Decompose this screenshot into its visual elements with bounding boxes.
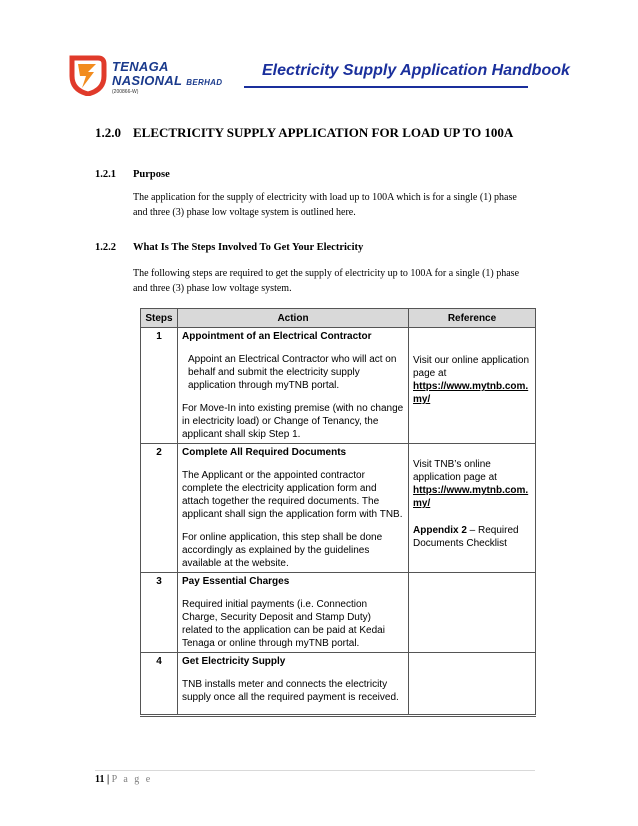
tnb-logo	[68, 54, 268, 100]
steps-table	[140, 308, 536, 717]
col-header-steps: Steps	[141, 309, 178, 328]
table-row	[141, 573, 536, 653]
logo-text-tenaga: TENAGA	[112, 59, 169, 74]
step-action	[178, 573, 409, 653]
purpose-heading	[95, 169, 170, 180]
step-title: Get Electricity Supply	[182, 656, 286, 667]
handbook-title: Electricity Supply Application Handbook	[262, 62, 570, 79]
section-title: ELECTRICITY SUPPLY APPLICATION FOR LOAD UP TO 100A	[133, 125, 514, 140]
steps-heading	[95, 242, 364, 253]
page-separator: |	[104, 774, 112, 785]
appendix-label: Appendix 2	[413, 525, 467, 536]
table-header-row	[141, 309, 536, 328]
tnb-logo-icon	[68, 54, 108, 96]
step-text: Appoint an Electrical Contractor who will act on behalf and submit the electricity supply application through myTNB portal.	[188, 354, 397, 391]
step-title: Complete All Required Documents	[182, 447, 347, 458]
step-number: 4	[141, 653, 178, 716]
logo-registration: (200866-W)	[112, 89, 139, 95]
step-text: The Applicant or the appointed contractor complete the electricity application form and attach together the required documents. The applicant shall sign the application form with TNB.	[182, 470, 403, 520]
step-note: For Move-In into existing premise (with no change in electricity load) or Change of Tenancy, the applicant shall skip Step 1.	[182, 403, 404, 440]
step-reference	[409, 328, 536, 444]
purpose-text: The application for the supply of electricity with load up to 100A which is for a single (1) phase and three (3) phase low voltage system is outlined here.	[133, 192, 517, 218]
title-underline	[244, 86, 528, 88]
step-reference	[409, 444, 536, 573]
logo-text-berhad: BERHAD	[186, 78, 223, 87]
table-row	[141, 653, 536, 716]
step-reference	[409, 573, 536, 653]
logo-text-nasional-word: NASIONAL	[112, 73, 183, 88]
appendix-desc: – Required Documents Checklist	[413, 525, 519, 549]
reference-link[interactable]: https://www.mytnb.com.my/	[413, 485, 529, 509]
step-number: 2	[141, 444, 178, 573]
col-header-action: Action	[178, 309, 409, 328]
reference-appendix	[413, 524, 531, 550]
purpose-number: 1.2.1	[95, 169, 116, 180]
reference-text: Visit TNB’s online application page at	[413, 459, 497, 483]
steps-text: The following steps are required to get the supply of electricity up to 100A for a single (1) phase and three (3) phase low voltage system.	[133, 268, 520, 294]
reference-text: Visit our online application page at	[413, 355, 530, 379]
steps-number: 1.2.2	[95, 242, 116, 253]
section-number: 1.2.0	[95, 125, 121, 140]
step-number: 3	[141, 573, 178, 653]
step-title: Appointment of an Electrical Contractor	[182, 331, 372, 342]
step-note: For online application, this step shall be done accordingly as explained by the guidelines available at the website.	[182, 532, 383, 569]
step-reference	[409, 653, 536, 716]
reference-link[interactable]: https://www.mytnb.com.my/	[413, 381, 529, 405]
page-word: P a g e	[111, 774, 153, 785]
step-action	[178, 444, 409, 573]
table-row	[141, 328, 536, 444]
step-action	[178, 328, 409, 444]
step-text: TNB installs meter and connects the electricity supply once all the required payment is received.	[182, 679, 399, 703]
table-row	[141, 444, 536, 573]
purpose-title: Purpose	[133, 169, 170, 180]
footer-divider	[95, 770, 535, 771]
step-action	[178, 653, 409, 716]
logo-text-nasional	[112, 74, 222, 87]
col-header-reference: Reference	[409, 309, 536, 328]
page-number: 11	[95, 774, 105, 785]
step-title: Pay Essential Charges	[182, 576, 290, 587]
step-number: 1	[141, 328, 178, 444]
step-text: Required initial payments (i.e. Connection Charge, Security Deposit and Stamp Duty) related to the application can be paid at Kedai Tenaga or online through myTNB portal.	[182, 599, 385, 649]
page-footer	[95, 774, 152, 785]
steps-title: What Is The Steps Involved To Get Your Electricity	[133, 242, 364, 253]
